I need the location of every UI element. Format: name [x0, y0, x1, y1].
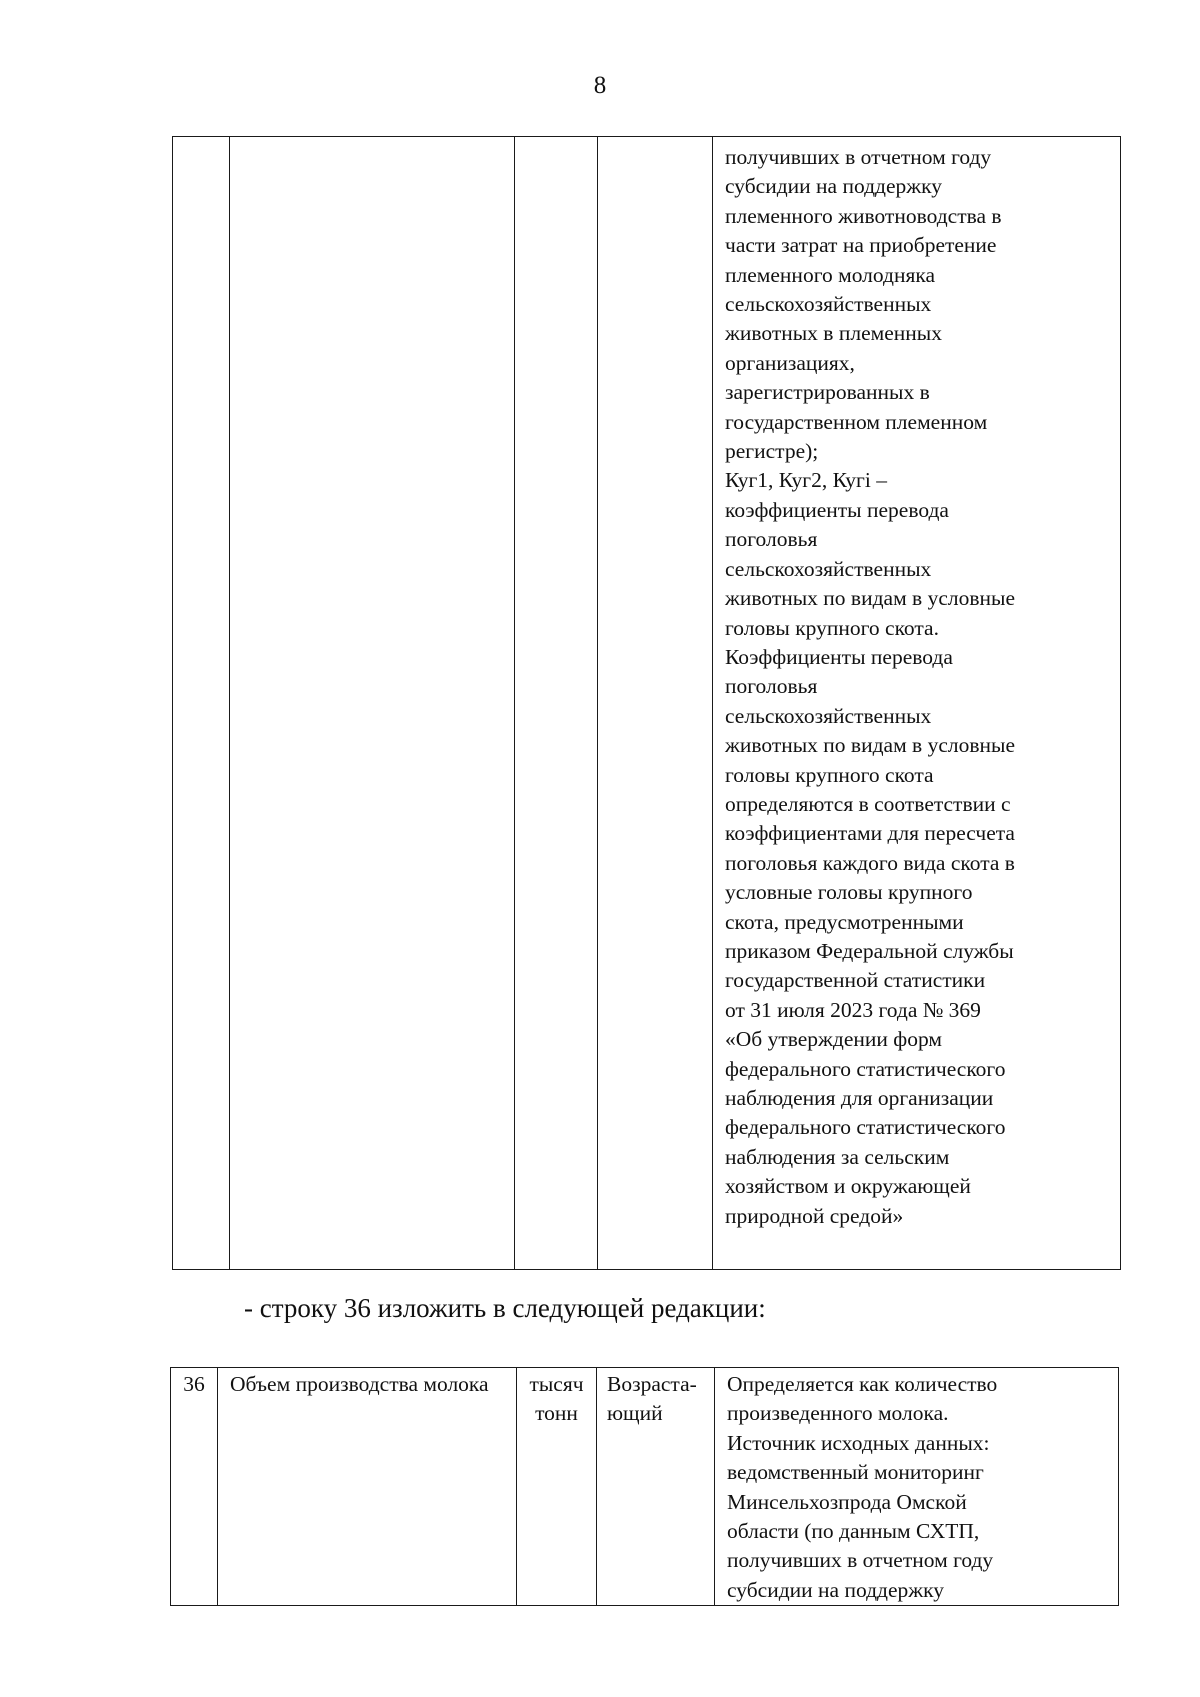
text-line: условные головы крупного — [725, 880, 973, 905]
unit-cell — [515, 137, 598, 1270]
text-line: регистре); — [725, 439, 819, 464]
text-line: сельскохозяйственных — [725, 292, 932, 317]
text-line: Минсельхозпрода Омской — [727, 1489, 967, 1514]
text-line: поголовья — [725, 527, 818, 552]
text-line: ющий — [607, 1401, 663, 1426]
text-line: наблюдения за сельским — [725, 1144, 950, 1169]
text-line: приказом Федеральной службы — [725, 938, 1014, 963]
text-line: части затрат на приобретение — [725, 233, 997, 258]
text-line: области (по данным СХТП, — [727, 1519, 980, 1544]
trend-text — [607, 1370, 710, 1429]
table-row — [173, 137, 1121, 1270]
text-line: животных в племенных — [725, 321, 942, 346]
indicator-name-cell: Объем производства молока — [218, 1368, 517, 1606]
text-line: определяются в соответствии с — [725, 791, 1011, 816]
text-line: произведенного молока. — [727, 1401, 949, 1426]
text-line: субсидии на поддержку — [725, 174, 943, 199]
amendment-instruction: - строку 36 изложить в следующей редакции: — [244, 1293, 766, 1323]
trend-cell — [597, 1368, 715, 1606]
unit-text — [517, 1370, 596, 1429]
text-line: тонн — [535, 1401, 578, 1426]
text-line: организациях, — [725, 350, 855, 375]
method-text — [725, 143, 1114, 1231]
indicator-name-cell — [230, 137, 515, 1270]
text-line: наблюдения для организации — [725, 1086, 994, 1110]
method-cell — [715, 1368, 1119, 1606]
text-line: субсидии на поддержку — [727, 1577, 945, 1602]
text-line: зарегистрированных в — [725, 380, 930, 405]
text-line: федерального статистического — [725, 1056, 1006, 1081]
text-line: Коэффициенты перевода — [725, 644, 953, 669]
text-line: животных по видам в условные — [725, 586, 1015, 611]
text-line: головы крупного скота — [725, 762, 934, 787]
text-line: головы крупного скота. — [725, 615, 939, 640]
method-text — [727, 1370, 1112, 1605]
text-line: коэффициентами для пересчета — [725, 821, 1015, 846]
text-line: сельскохозяйственных — [725, 703, 932, 728]
text-line: «Об утверждении форм — [725, 1027, 942, 1052]
number-cell — [173, 137, 230, 1270]
table-row — [171, 1368, 1119, 1606]
text-line: племенного молодняка — [725, 262, 936, 287]
page-number: 8 — [593, 72, 607, 99]
text-line: получивших в отчетном году — [727, 1548, 994, 1573]
text-line: Возраста- — [607, 1372, 697, 1396]
text-line: племенного животноводства в — [725, 203, 1002, 228]
text-line: получивших в отчетном году — [725, 145, 992, 169]
text-line: федерального статистического — [725, 1115, 1006, 1140]
text-line: Источник исходных данных: — [727, 1430, 990, 1455]
text-line: государственной статистики — [725, 968, 986, 993]
text-line: животных по видам в условные — [725, 733, 1015, 758]
row-36-table — [170, 1367, 1119, 1606]
unit-cell — [517, 1368, 597, 1606]
text-line: Определяется как количество — [727, 1372, 998, 1396]
text-line: коэффициенты перевода — [725, 497, 949, 522]
text-line: Куг1, Куг2, Кугi – — [725, 468, 887, 493]
continued-table — [172, 136, 1121, 1270]
text-line: хозяйством и окружающей — [725, 1174, 971, 1199]
text-line: природной средой» — [725, 1203, 904, 1228]
row-number-cell: 36 — [171, 1368, 218, 1606]
text-line: поголовья каждого вида скота в — [725, 850, 1015, 875]
trend-cell — [598, 137, 713, 1270]
text-line: поголовья — [725, 674, 818, 699]
text-line: от 31 июля 2023 года № 369 — [725, 997, 981, 1022]
text-line: тысяч — [529, 1372, 584, 1396]
text-line: ведомственный мониторинг — [727, 1460, 984, 1485]
text-line: государственном племенном — [725, 409, 988, 434]
method-cell — [713, 137, 1121, 1270]
text-line: скота, предусмотренными — [725, 909, 964, 934]
text-line: сельскохозяйственных — [725, 556, 932, 581]
